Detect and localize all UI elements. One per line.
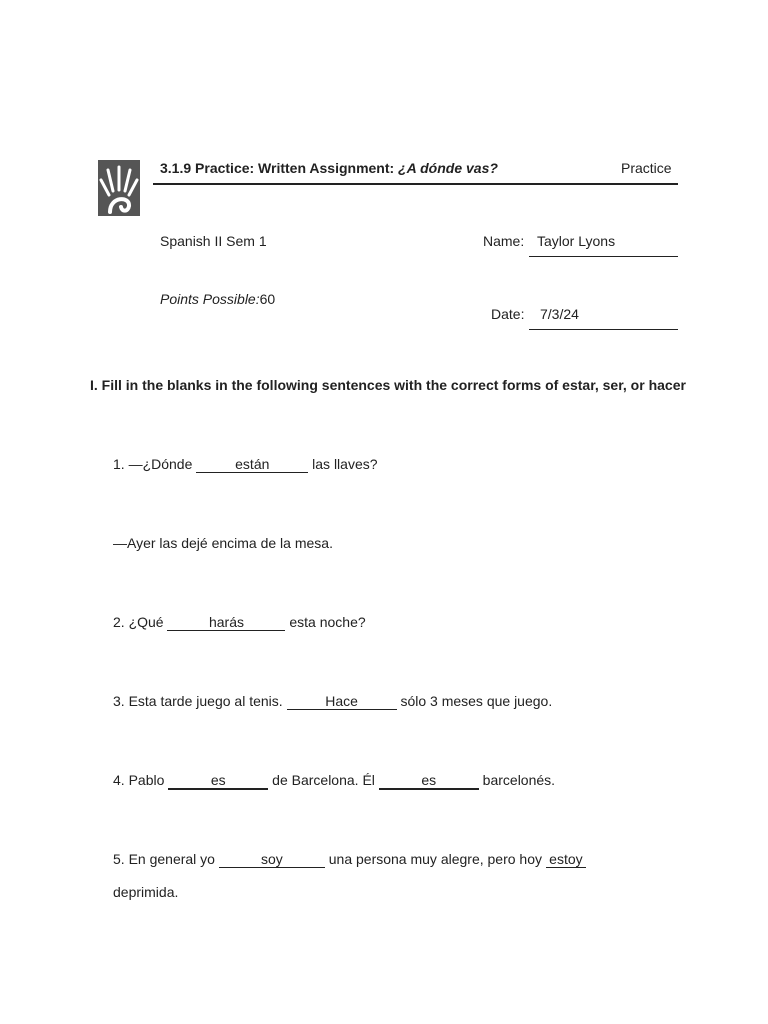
title-prefix: 3.1.9 Practice: Written Assignment: — [160, 160, 399, 176]
question-1-reply: —Ayer las dejé encima de la mesa. — [113, 535, 333, 551]
name-underline — [529, 256, 678, 257]
points-value: 60 — [259, 291, 276, 307]
answer-blank-2: harás — [167, 615, 285, 631]
section-heading: I. Fill in the blanks in the following sentences with the correct forms of estar, ser, or hacer — [90, 377, 686, 393]
name-label: Name: — [483, 233, 525, 249]
question-5: 5. En general yo soy una persona muy alegre, pero hoy estoy — [113, 851, 586, 868]
answer-blank-5b: estoy — [546, 852, 586, 868]
answer-blank-5a: soy — [219, 852, 325, 868]
school-logo-icon — [98, 160, 140, 216]
name-value: Taylor Lyons — [537, 233, 616, 249]
question-2: 2. ¿Qué harás esta noche? — [113, 614, 366, 630]
question-5-continuation: deprimida. — [113, 884, 179, 900]
question-4: 4. Pablo es de Barcelona. Él es barcelonés. — [113, 772, 556, 788]
points-possible — [160, 291, 275, 307]
header-divider — [153, 183, 678, 185]
points-label: Points Possible: — [160, 291, 260, 307]
answer-blank-1: están — [196, 457, 308, 473]
date-underline — [529, 329, 678, 330]
date-value: 7/3/24 — [540, 306, 579, 322]
assignment-type-label: Practice — [621, 160, 672, 176]
answer-blank-4a: es — [168, 773, 268, 790]
date-label: Date: — [491, 306, 525, 322]
title-italic: ¿A dónde vas? — [398, 160, 498, 176]
question-3: 3. Esta tarde juego al tenis. Hace sólo 3 meses que juego. — [113, 693, 553, 709]
answer-blank-3: Hace — [287, 694, 397, 710]
assignment-title — [160, 160, 498, 176]
course-name: Spanish II Sem 1 — [160, 233, 267, 249]
answer-blank-4b: es — [379, 773, 479, 790]
question-1: 1. —¿Dónde están las llaves? — [113, 456, 378, 472]
